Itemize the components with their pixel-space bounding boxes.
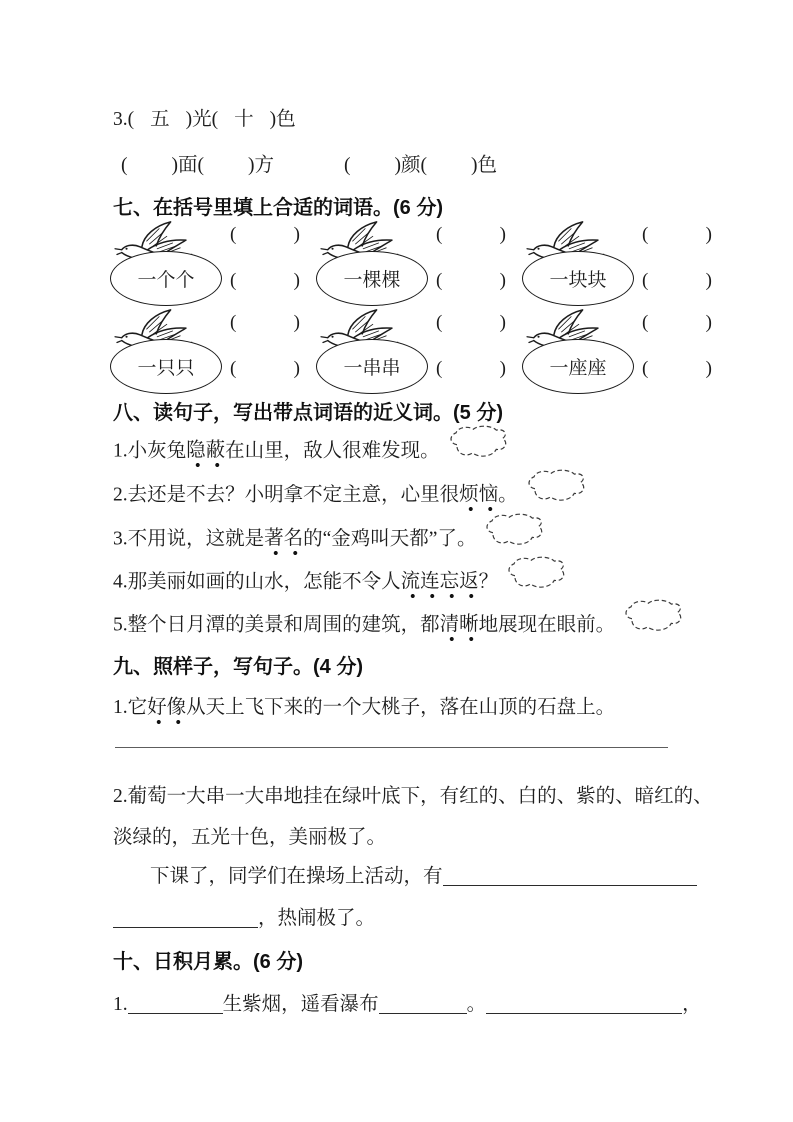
section-10-title: 十、日积月累。(6 分) (113, 951, 303, 973)
item3-answer-1[interactable]: 五 (150, 109, 170, 130)
quantifier-label: 一只只 (137, 358, 195, 379)
quantifier-label: 一个个 (137, 270, 195, 291)
paren-close: ) (705, 358, 712, 379)
quantifier-label: 一棵棵 (343, 270, 401, 291)
answer-paren-column (224, 220, 300, 304)
quantifier-unit-1 (110, 220, 300, 304)
answer-paren-column (636, 308, 712, 392)
paren-close: ) (499, 270, 506, 291)
dotted-word: 著名 (264, 528, 303, 556)
dotted-word: 流连忘返 (401, 571, 479, 599)
sentence-text: 整个日月潭的美景和周围的建筑，都 (127, 614, 440, 636)
synonym-sentence-4 (113, 563, 568, 603)
sentence-text: 。 (498, 484, 518, 506)
answer-paren-slot[interactable] (436, 224, 506, 246)
synonym-sentence-3 (113, 520, 546, 560)
paren-close: ) (293, 312, 300, 333)
paren-close: ) (293, 358, 300, 379)
quantifier-exercise-grid (110, 220, 712, 392)
synonym-sentence-1 (113, 432, 510, 472)
paren-open: ( (230, 270, 237, 291)
sentence-number: 3. (113, 528, 128, 550)
sentence-text: 不用说，这就是 (127, 528, 265, 550)
text-segment: )色 (471, 155, 497, 176)
sentence-text: 小灰兔 (127, 440, 187, 462)
answer-line-2 (113, 902, 375, 930)
answer-paren-slot[interactable] (642, 270, 712, 292)
answer-cloud[interactable] (482, 510, 546, 550)
answer-paren-slot[interactable] (230, 312, 300, 334)
sentence-text: 从天上飞下来的一个大桃子，落在山顶的石盘上。 (186, 697, 616, 718)
sentence-number: 2. (113, 786, 128, 807)
dotted-word: 烦恼 (459, 484, 498, 512)
bird-figure (522, 220, 636, 304)
answer-paren-column (636, 220, 712, 304)
quantifier-unit-2 (316, 220, 506, 304)
sentence-text: 淡绿的，五光十色，美丽极了。 (113, 827, 387, 848)
bird-figure (110, 220, 224, 304)
example-sentence-2-line1 (113, 780, 713, 808)
answer-paren-column (430, 308, 506, 392)
answer-paren-column (224, 308, 300, 392)
paren-close: ) (499, 312, 506, 333)
bird-figure (316, 220, 430, 304)
answer-blank[interactable] (113, 913, 258, 928)
sentence-text: 它 (127, 697, 148, 718)
answer-blank[interactable] (443, 871, 697, 886)
sentence-text: ？ (478, 571, 499, 593)
answer-paren-column (430, 220, 506, 304)
answer-paren-slot[interactable] (436, 312, 506, 334)
item3-mid: )光( (185, 109, 219, 130)
synonym-sentence-5 (113, 606, 685, 646)
paren-open: ( (436, 312, 443, 333)
answer-paren-slot[interactable] (230, 270, 300, 292)
sentence-text: 葡萄一大串一大串地挂在绿叶底下，有红的、白的、紫的、暗红的、 (127, 786, 713, 807)
quantifier-oval (110, 251, 222, 306)
answer-cloud[interactable] (524, 466, 588, 506)
paren-open: ( (230, 312, 237, 333)
paren-open: ( (642, 270, 649, 291)
dotted-word: 好像 (147, 697, 186, 725)
dotted-word: 清晰 (440, 614, 479, 642)
quantifier-unit-3 (522, 220, 712, 304)
quantifier-unit-6 (522, 308, 712, 392)
text-segment: )颜( (394, 155, 427, 176)
item3-answer-2[interactable]: 十 (234, 109, 254, 130)
quantifier-oval (316, 251, 428, 306)
answer-paren-slot[interactable] (436, 270, 506, 292)
section-8-title: 八、读句子，写出带点词语的近义词。(5 分) (113, 402, 503, 424)
answer-paren-slot[interactable] (642, 224, 712, 246)
sentence-number: 1. (113, 994, 128, 1015)
paren-open: ( (642, 312, 649, 333)
answer-write-line[interactable] (115, 747, 668, 748)
poem-completion-line (113, 988, 702, 1016)
paren-open: ( (642, 358, 649, 379)
answer-blank[interactable] (486, 999, 682, 1014)
answer-cloud[interactable] (504, 553, 568, 593)
bird-figure (522, 308, 636, 392)
quantifier-oval (522, 339, 634, 394)
answer-tail-text: ，热闹极了。 (258, 908, 376, 929)
poem-text: ， (682, 994, 702, 1015)
quantifier-oval (522, 251, 634, 306)
answer-paren-slot[interactable] (642, 358, 712, 380)
poem-text: 。 (466, 994, 487, 1015)
sentence-text: 去还是不去？小明拿不定主意，心里很 (127, 484, 460, 506)
quantifier-oval (316, 339, 428, 394)
sentence-text: 那美丽如画的山水，怎能不令人 (127, 571, 401, 593)
paren-open: ( (436, 358, 443, 379)
paren-open: ( (230, 358, 237, 379)
answer-cloud[interactable] (446, 422, 510, 462)
text-segment: )面( (171, 155, 204, 176)
fill-blank-item-3 (113, 103, 296, 131)
quantifier-unit-5 (316, 308, 506, 392)
paren-close: ) (705, 312, 712, 333)
example-sentence-2-line2 (113, 821, 386, 849)
paren-close: ) (293, 224, 300, 245)
example-sentence-1 (113, 691, 615, 719)
sentence-number: 4. (113, 571, 128, 593)
sentence-text: 在山里，敌人很难发现。 (225, 440, 440, 462)
answer-lead-text: 下课了，同学们在操场上活动，有 (150, 866, 443, 887)
quantifier-label: 一座座 (549, 358, 607, 379)
poem-text: 生紫烟，遥看瀑布 (222, 994, 379, 1015)
section-7-title: 七、在括号里填上合适的词语。(6 分) (113, 197, 443, 219)
answer-line-1 (150, 860, 697, 888)
item3-suffix: )色 (269, 109, 296, 130)
bird-figure (316, 308, 430, 392)
quantifier-unit-4 (110, 308, 300, 392)
sentence-number: 5. (113, 614, 128, 636)
paren-open: ( (436, 224, 443, 245)
paren-open: ( (436, 270, 443, 291)
answer-blank[interactable] (379, 999, 467, 1014)
sentence-text: 的“金鸡叫天都”了。 (303, 528, 477, 550)
answer-paren-slot[interactable] (642, 312, 712, 334)
bird-figure (110, 308, 224, 392)
sentence-number: 1. (113, 440, 128, 462)
sentence-text: 地展现在眼前。 (478, 614, 616, 636)
sentence-number: 2. (113, 484, 128, 506)
paren-open: ( (230, 224, 237, 245)
quantifier-label: 一块块 (549, 270, 607, 291)
paren-open: ( (642, 224, 649, 245)
answer-paren-slot[interactable] (230, 358, 300, 380)
answer-blank[interactable] (128, 999, 223, 1014)
text-segment: )方 (248, 155, 274, 176)
paren-open: ( (344, 155, 351, 176)
paren-open: ( (121, 155, 128, 176)
item3-prefix: 3.( (113, 109, 135, 130)
answer-paren-slot[interactable] (230, 224, 300, 246)
paren-close: ) (499, 358, 506, 379)
sentence-number: 1. (113, 697, 128, 718)
quantifier-label: 一串串 (343, 358, 401, 379)
answer-paren-slot[interactable] (436, 358, 506, 380)
quantifier-oval (110, 339, 222, 394)
paren-close: ) (705, 270, 712, 291)
paren-close: ) (293, 270, 300, 291)
fill-blank-line-2 (121, 149, 497, 177)
paren-close: ) (705, 224, 712, 245)
dotted-word: 隐蔽 (186, 440, 225, 468)
answer-cloud[interactable] (621, 596, 685, 636)
section-9-title: 九、照样子，写句子。(4 分) (113, 656, 363, 678)
paren-close: ) (499, 224, 506, 245)
